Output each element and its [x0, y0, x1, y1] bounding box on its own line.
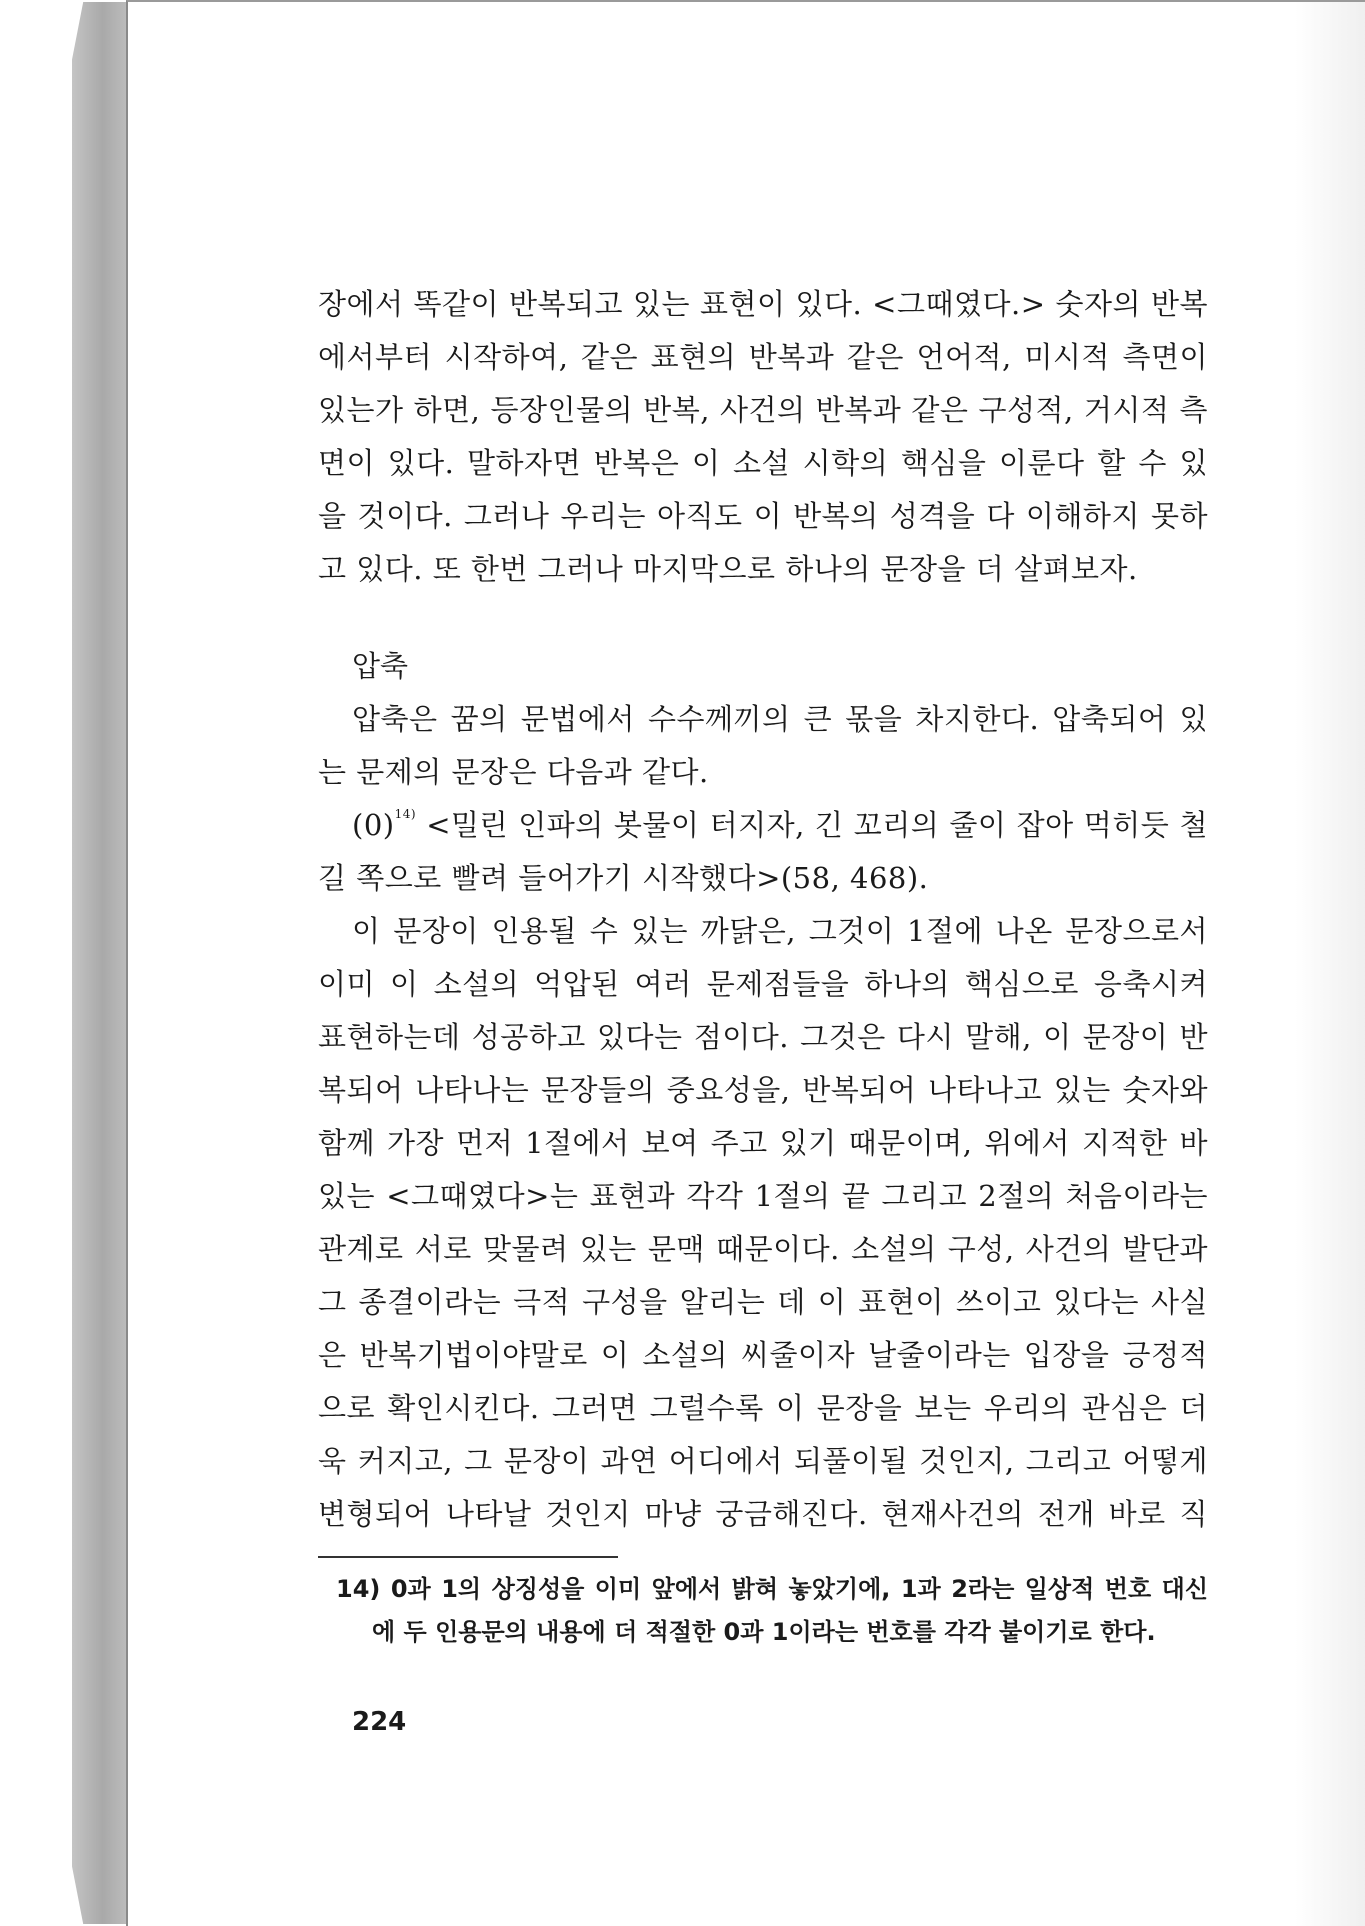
section-heading: 압축	[352, 649, 409, 683]
text-line: 함께 가장 먼저 1절에서 보여 주고 있기 때문이며, 위에서 지적한 바	[318, 1126, 1208, 1160]
text-line: 는 문제의 문장은 다음과 같다.	[318, 755, 709, 789]
text-line: 있는가 하면, 등장인물의 반복, 사건의 반복과 같은 구성적, 거시적 측	[318, 393, 1208, 427]
text-line: 이 문장이 인용될 수 있는 까닭은, 그것이 1절에 나온 문장으로서	[352, 914, 1208, 948]
text-line: 장에서 똑같이 반복되고 있는 표현이 있다. <그때였다.> 숫자의 반복	[318, 287, 1208, 321]
paragraph-1	[318, 278, 1208, 596]
footnote-reference: 14)	[394, 807, 417, 821]
page-number: 224	[352, 1707, 407, 1737]
footnote-line: 14) 0과 1의 상징성을 이미 앞에서 밝혀 놓았기에, 1과 2라는 일상적 번호 대신	[336, 1575, 1208, 1603]
text-line: 변형되어 나타날 것인지 마냥 궁금해진다. 현재사건의 전개 바로 직	[318, 1497, 1208, 1531]
text-line: 이미 이 소설의 억압된 여러 문제점들을 하나의 핵심으로 응축시켜	[318, 967, 1208, 1001]
quoted-sentence	[318, 799, 1208, 905]
quote-text: <밀린 인파의 봇물이 터지자, 긴 꼬리의 줄이 잡아 먹히듯 철	[416, 808, 1208, 842]
text-line: 그 종결이라는 극적 구성을 알리는 데 이 표현이 쓰이고 있다는 사실	[318, 1285, 1208, 1319]
text-line: 관계로 서로 맞물려 있는 문맥 때문이다. 소설의 구성, 사건의 발단과	[318, 1232, 1208, 1266]
book-spine-edge	[72, 2, 128, 1924]
paragraph-3	[318, 905, 1208, 1541]
text-line: 압축은 꿈의 문법에서 수수께끼의 큰 몫을 차지한다. 압축되어 있	[352, 702, 1208, 736]
text-line: 은 반복기법이야말로 이 소설의 씨줄이자 날줄이라는 입장을 긍정적	[318, 1338, 1208, 1372]
text-line: 을 것이다. 그러나 우리는 아직도 이 반복의 성격을 다 이해하지 못하	[318, 499, 1208, 533]
text-line: 면이 있다. 말하자면 반복은 이 소설 시학의 핵심을 이룬다 할 수 있	[318, 446, 1208, 480]
text-line: 고 있다. 또 한번 그러나 마지막으로 하나의 문장을 더 살펴보자.	[318, 552, 1138, 586]
footnote	[336, 1568, 1208, 1654]
text-line: 복되어 나타나는 문장들의 중요성을, 반복되어 나타나고 있는 숫자와	[318, 1073, 1208, 1107]
text-line: 으로 확인시킨다. 그러면 그럴수록 이 문장을 보는 우리의 관심은 더	[318, 1391, 1208, 1425]
text-line: 있는 <그때였다>는 표현과 각각 1절의 끝 그리고 2절의 처음이라는	[318, 1179, 1208, 1213]
text-line: 표현하는데 성공하고 있다는 점이다. 그것은 다시 말해, 이 문장이 반	[318, 1020, 1208, 1054]
footnote-divider	[318, 1556, 618, 1558]
paragraph-gap	[318, 596, 1208, 640]
quote-line-1	[318, 799, 1208, 852]
paragraph-2	[318, 693, 1208, 799]
quote-label: (0)	[352, 808, 395, 842]
text-line: 에서부터 시작하여, 같은 표현의 반복과 같은 언어적, 미시적 측면이	[318, 340, 1208, 374]
page-body	[318, 278, 1208, 1541]
footnote-line: 에 두 인용문의 내용에 더 적절한 0과 1이라는 번호를 각각 붙이기로 한다.	[372, 1618, 1156, 1646]
quote-line-2: 길 쪽으로 빨려 들어가기 시작했다>(58, 468).	[318, 861, 929, 895]
text-line: 욱 커지고, 그 문장이 과연 어디에서 되풀이될 것인지, 그리고 어떻게	[318, 1444, 1208, 1478]
